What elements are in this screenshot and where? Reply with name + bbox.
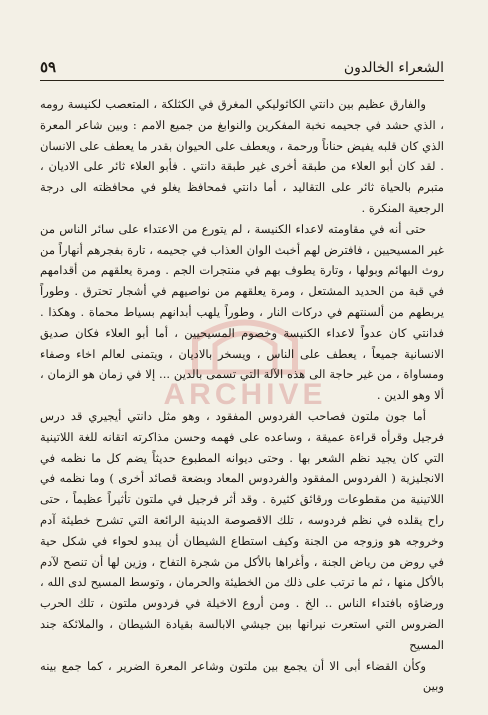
paragraph-1: والفارق عظيم بين دانتي الكاثوليكي المغرق في الكثلكة ، المتعصب لكنيسة رومه ، الذي حشد في جحيمه نخبة المفكرين والنوابغ من جميع الامم : وبين شاعر المعرة الذي كان قلبه يفيض حناناً ورحمة ، ويعطف على الحيوان بقدر ما يعطف على الانسان . لقد كان أبو العلاء من طبقة أخرى غير طبقة دانتي . فأبو العلاء ثائر على الاديان ، متبرم بالحياة ثائر على التقاليد ، أما دانتي فمحافظ يغلو في محافظته الى درجة الرجعية المنكرة . xyxy=(40,97,444,215)
watermark-text: ARCHIVE xyxy=(163,378,327,411)
page-number: ٥٩ xyxy=(40,58,57,76)
body-text xyxy=(40,94,444,697)
page-header xyxy=(40,58,444,81)
paragraph-3: أما جون ملتون فصاحب الفردوس المفقود ، وهو مثل دانتي أيجيري قد درس فرجيل وقرأه قراءة عميقة ، وساعده على فهمه وحسن مذاكرته اتقانه للغة اللاتينية التي كان يجيد نظم الشعر بها . وحتى ديوانه المطبوع حديثاً يضم كل ما نظمه في الانجليزية ( الفردوس المفقود والفردوس المعاد وبضعة قصائد أخرى ) وما نظمه في اللاتينية من مقطوعات ورقائق كثيرة . وقد أثر فرجيل في ملتون تأثيراً عظيماً ، حتى راح يقلده في نظم فردوسه ، تلك الاقصوصة الدينية الرائعة التي تشرح خطيئة آدم وخروجه هو وزوجه من الجنة وكيف استطاع الشيطان أن يبدو لحواء في شكل حية في روض من رياض الجنة ، وأغراها بالأكل من شجرة التفاح ، وزين لها أن تنصح لآدم بالأكل منها ، ثم ما ترتب على ذلك من الخطيئة والحرمان ، وتوسط المسيح لدى الله ، ورضاؤه بافتداء الناس .. الخ . ومن أروع الاخيلة في فردوس ملتون ، تلك الحرب الضروس التي استعرت نيرانها بين جيشي الابالسة بقيادة الشيطان ، والملائكة جند المسيح xyxy=(40,408,444,652)
running-title: الشعراء الخالدون xyxy=(343,60,444,76)
paragraph-4: وكأن القضاء أبى الا أن يجمع بين ملتون وشاعر المعرة الضرير ، كما جمع بينه وبين xyxy=(40,658,444,694)
paragraph-2: حتى أنه في مقاومته لاعداء الكنيسة ، لم يتورع من الاعتداء على سائر الناس من غير المسيحيين ، فافترض لهم أخبث الوان العذاب في جحيمه ، تارة بفجرهم أنهاراً من روث البهائم وبولها ، وتارة يطوف بهم في منتجرات الجم . ومرة يعلقهم من أقدامهم في قبة من الحديد المشتعل ، ومرة يعلقهم من نواصيهم في أشجار تحترق . وطوراً يربطهم من ألسنتهم في دركات النار ، وطوراً يلهب أبدانهم بسياط محماة . وهكذا . فدانتي كان عدواً لاعداء الكنيسة وخصوم المسيحيين ، أما أبو العلاء فكان صديق الانسانية جميعاً ، يعطف على الناس ، ويسخر بالاديان ، ويتمنى لعالم اخاء وصفاء ومساواة ، من غير حاجة الى هذه الآلة التي تسمى بالدين ... إلا في زمان هو الزمان ، ألا وهو الدين . xyxy=(40,221,444,403)
